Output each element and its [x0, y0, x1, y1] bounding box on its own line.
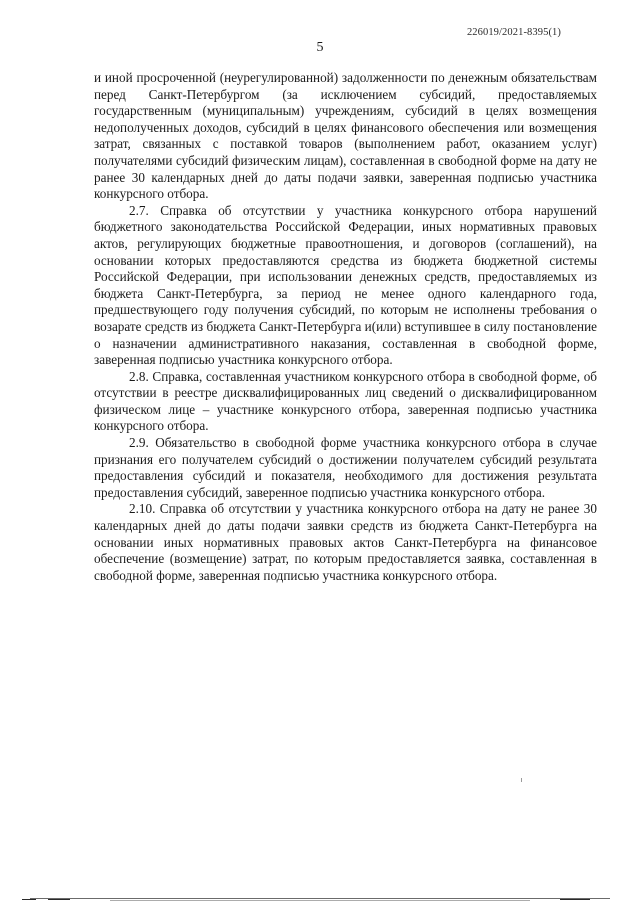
document-body: [94, 70, 597, 584]
paragraph-continuation: и иной просроченной (неурегулированной) задолженности по денежным обязательствам перед Санкт-Петербургом (за исключением субсидий, предоставляемых государственным (муниципальным) учреждениям, субсидий в целях возмещения недополученных доходов, субсидий в целях финансового обеспечения или возмещения затрат, связанных с поставкой товаров (выполнением работ, оказанием услуг) получателями субсидий физическим лицам), составленная в свободной форме на дату не ранее 30 календарных дней до даты подачи заявки, заверенная подписью участника конкурсного отбора.: [94, 70, 597, 202]
page-number: 5: [316, 40, 324, 55]
scan-artifact: [521, 778, 522, 782]
scan-edge-line: [110, 900, 530, 901]
paragraph-item-2-8: 2.8. Справка, составленная участником конкурсного отбора в свободной форме, об отсутствии в реестре дисквалифицированных лиц сведений о дисквалифицированном физическом лице – участнике конкурсного отбора, заверенная подписью участника конкурсного отбора.: [94, 368, 597, 434]
scan-edge-dash: [22, 899, 36, 900]
scan-edge-dash: [48, 899, 70, 900]
scan-edge-dash: [560, 899, 590, 900]
paragraph-item-2-10: 2.10. Справка об отсутствии у участника конкурсного отбора на дату не ранее 30 календарных дней до даты подачи заявки средств из бюджета Санкт-Петербурга на основании иных нормативных правовых актов Санкт-Петербурга на финансовое обеспечение (возмещение) затрат, по которым предоставляется заявка, составленная в свободной форме, заверенная подписью участника конкурсного отбора.: [94, 501, 597, 583]
document-id: 226019/2021-8395(1): [466, 27, 561, 38]
paragraph-item-2-7: 2.7. Справка об отсутствии у участника конкурсного отбора нарушений бюджетного законодательства Российской Федерации, иных нормативных правовых актов, регулирующих бюджетные правоотношения, и договоров (соглашений), на основании которых предоставляются средства из бюджета бюджетной системы Российской Федерации, при использовании денежных средств, предоставляемых из бюджета Санкт-Петербурга, за период не менее одного календарного года, предшествующего году получения субсидий, по которым не исполнены требования о возарате средств из бюджета Санкт-Петербурга и(или) вступившее в силу постановление о назначении административного наказания, составленная в свободной форме, заверенная подписью участника конкурсного отбора.: [94, 202, 597, 368]
scan-bottom-edge: [0, 891, 640, 905]
paragraph-item-2-9: 2.9. Обязательство в свободной форме участника конкурсного отбора в случае признания его получателем субсидий о достижении получателем субсидий результата предоставления субсидий и показателя, необходимого для достижения результата предоставления субсидий, заверенное подписью участника конкурсного отбора.: [94, 435, 597, 500]
scan-edge-line: [30, 898, 610, 899]
